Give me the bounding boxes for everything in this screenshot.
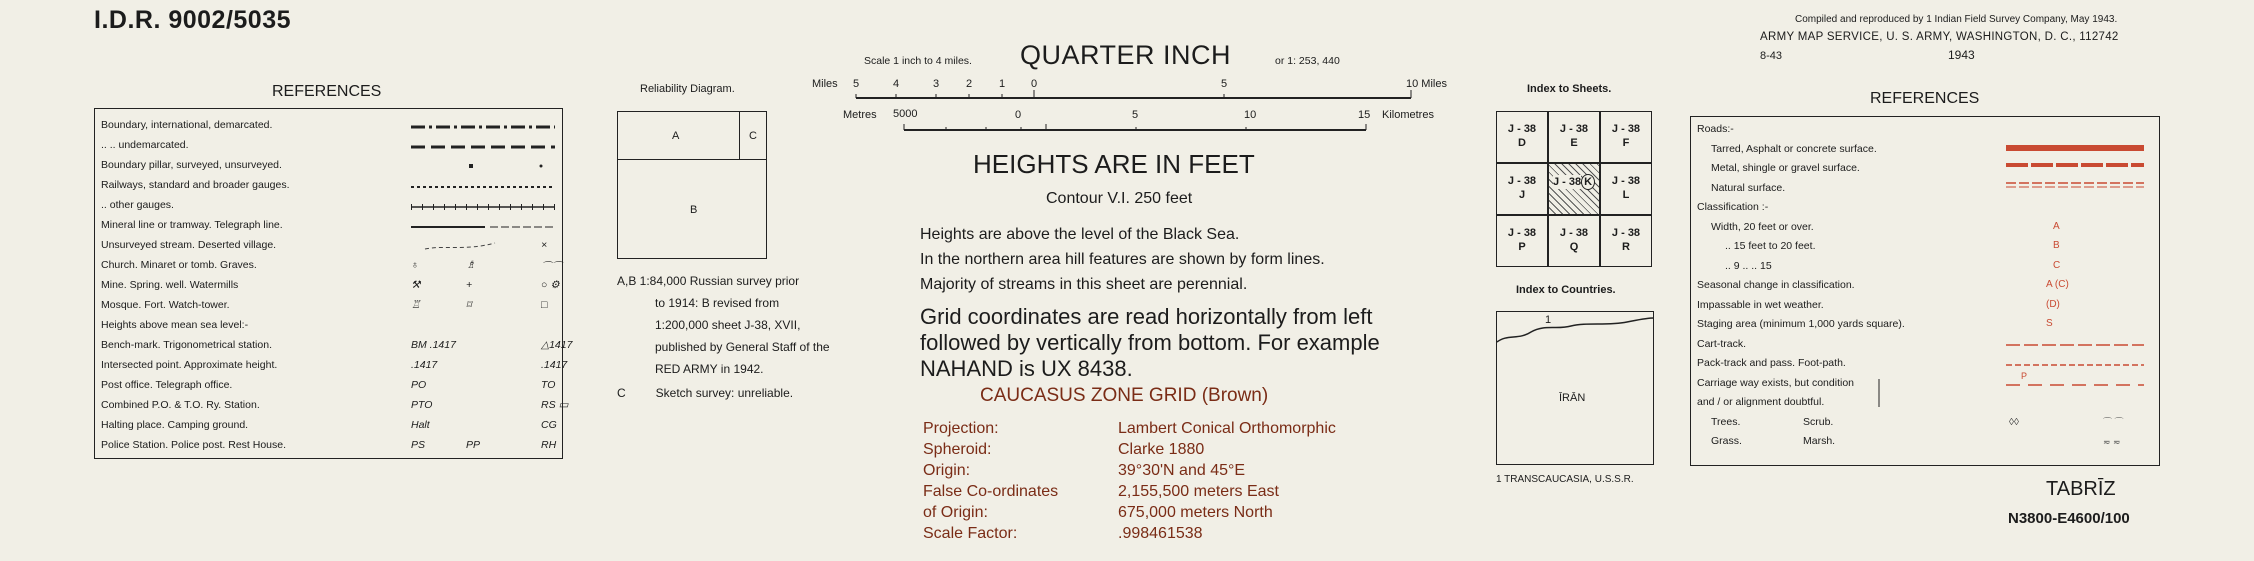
left-ref-symbol: ○ ⚙: [541, 279, 560, 291]
grid-key: False Co-ordinates: [923, 483, 1059, 500]
map-id: I.D.R. 9002/5035: [94, 6, 292, 34]
miles-tick-2: 2: [966, 78, 973, 90]
metres-label: Metres: [843, 109, 877, 121]
heights-line-3: Majority of streams in this sheet are perennial.: [920, 276, 1248, 293]
index-sheet-cell: [1600, 163, 1652, 215]
index-sheets-grid: [1496, 111, 1652, 267]
right-ref-label: Seasonal change in classification.: [1697, 279, 1855, 291]
index-sheet-letter: F: [1622, 137, 1630, 149]
countries-footnote: 1 TRANSCAUCASIA, U.S.S.R.: [1496, 474, 1634, 485]
sheet-code: N3800-E4600/100: [2008, 510, 2130, 527]
index-sheet-cell: [1496, 111, 1548, 163]
left-ref-symbol: Halt: [411, 419, 430, 431]
index-sheet-series: J - 38: [1559, 227, 1589, 239]
reliability-note-5: RED ARMY in 1942.: [655, 362, 764, 376]
index-sheet-series: J - 38: [1552, 176, 1582, 188]
grid-value: 2,155,500 meters East: [1118, 483, 1279, 500]
km-tick-5: 5: [1132, 109, 1139, 121]
reliability-title: Reliability Diagram.: [640, 83, 735, 95]
metres-5000: 5000: [893, 108, 918, 120]
index-sheets-title: Index to Sheets.: [1527, 83, 1612, 95]
date-code: 8-43: [1760, 50, 1783, 62]
left-ref-label: Mine. Spring. well. Watermills: [101, 279, 239, 291]
grid-value: Lambert Conical Orthomorphic: [1118, 420, 1336, 437]
index-sheet-letter: Q: [1569, 241, 1579, 253]
index-sheet-cell: [1600, 215, 1652, 267]
marsh-label: Marsh.: [1803, 435, 1836, 447]
left-ref-symbol: PO: [411, 379, 427, 391]
grid-key: of Origin:: [923, 504, 988, 521]
index-sheet-series: J - 38: [1559, 123, 1589, 135]
right-ref-label: Classification :-: [1697, 201, 1769, 213]
index-sheet-series: J - 38: [1507, 175, 1537, 187]
right-ref-label: Pack-track and pass. Foot-path.: [1697, 357, 1846, 369]
right-ref-label: .. 9 .. .. 15: [1725, 259, 1772, 272]
reliability-note-2: to 1914: B revised from: [655, 296, 780, 310]
right-ref-line-symbols: [1691, 117, 2159, 465]
index-sheet-series: J - 38: [1507, 123, 1537, 135]
grid-key: Projection:: [923, 420, 999, 437]
left-ref-line-symbols: [95, 109, 562, 458]
index-sheet-letter: L: [1622, 189, 1630, 201]
reliability-note-3: 1:200,000 sheet J-38, XVII,: [655, 318, 801, 332]
left-ref-label: Mineral line or tramway. Telegraph line.: [101, 219, 283, 231]
index-sheet-cell: [1548, 215, 1600, 267]
reliability-cell-b: B: [690, 204, 698, 216]
left-ref-label: Boundary, international, demarcated.: [101, 119, 273, 131]
miles-tick-1: 1: [999, 78, 1006, 90]
region-label-1: 1: [1545, 314, 1552, 326]
right-references-title: REFERENCES: [1870, 90, 1980, 107]
left-ref-symbol: CG: [541, 419, 557, 431]
right-ref-label: Roads:-: [1697, 123, 1734, 135]
left-ref-symbol: ⌒⌒: [541, 261, 562, 273]
right-ref-label: Grass.: [1711, 435, 1742, 447]
right-ref-label: Metal, shingle or gravel surface.: [1711, 162, 1860, 174]
reliability-note-1: A,B 1:84,000 Russian survey prior: [617, 274, 800, 288]
left-ref-label: .. other gauges.: [101, 199, 174, 211]
right-ref-class-mark: (D): [2046, 298, 2060, 310]
heights-line-2: In the northern area hill features are shown by form lines.: [920, 251, 1325, 268]
left-ref-label: Intersected point. Approximate height.: [101, 359, 278, 371]
scale-ratio: or 1: 253, 440: [1275, 55, 1340, 67]
grid-key: Spheroid:: [923, 441, 992, 458]
right-ref-label: Trees.: [1711, 415, 1741, 428]
grid-value: 39°30'N and 45°E: [1118, 462, 1246, 479]
left-ref-symbol: PP: [466, 439, 481, 451]
left-ref-label: Combined P.O. & T.O. Ry. Station.: [101, 399, 260, 411]
scale-text: Scale 1 inch to 4 miles.: [864, 55, 972, 67]
right-ref-label: Natural surface.: [1711, 181, 1786, 194]
left-ref-symbol: +: [466, 279, 473, 291]
right-ref-class-mark: A (C): [2046, 279, 2069, 290]
grid-value: Clarke 1880: [1118, 441, 1205, 458]
index-sheet-letter: P: [1518, 241, 1526, 253]
index-sheet-cell: [1548, 163, 1600, 215]
grid-note: [920, 304, 1380, 382]
heights-title: HEIGHTS ARE IN FEET: [973, 149, 1255, 179]
km-tick-10: 10: [1244, 109, 1257, 121]
index-sheet-cell: [1496, 163, 1548, 215]
index-sheet-series: J - 38: [1507, 227, 1537, 239]
right-ref-label: Cart-track.: [1697, 337, 1747, 350]
left-ref-label: Boundary pillar, surveyed, unsurveyed.: [101, 159, 282, 171]
left-ref-symbol: PTO: [411, 399, 433, 411]
index-sheet-cell: [1600, 111, 1652, 163]
reliability-cell-c: C: [749, 130, 757, 142]
index-countries-map: [1496, 311, 1654, 465]
left-ref-symbol: ♁: [411, 259, 419, 271]
sheet-name: TABRĪZ: [2046, 478, 2116, 500]
left-ref-symbol: ⚒: [411, 279, 421, 291]
grid-title: CAUCASUS ZONE GRID (Brown): [980, 385, 1269, 406]
left-ref-symbol: .1417: [411, 359, 438, 371]
svg-text:≂ ≂: ≂ ≂: [2103, 437, 2121, 447]
left-ref-symbol: □: [541, 299, 548, 311]
svg-text:◊◊: ◊◊: [2009, 417, 2019, 428]
miles-tick-5: 5: [853, 78, 860, 90]
left-ref-symbol: ♖: [411, 299, 421, 311]
miles-tick-0: 0: [1031, 78, 1038, 90]
left-ref-symbol: ♗: [466, 259, 476, 271]
right-references-table: [1690, 116, 2160, 466]
left-ref-label: Heights above mean sea level:-: [101, 319, 249, 331]
scale-title: QUARTER INCH: [1020, 40, 1232, 70]
right-ref-class-mark: C: [2053, 259, 2061, 271]
left-ref-symbol: RH: [541, 439, 557, 451]
index-sheet-letter: D: [1518, 137, 1526, 149]
left-references-title: REFERENCES: [272, 83, 382, 100]
index-sheet-series: J - 38: [1611, 175, 1641, 187]
left-ref-symbol: TO: [541, 379, 556, 391]
right-ref-label: Width, 20 feet or over.: [1711, 220, 1814, 233]
heights-line-1: Heights are above the level of the Black Sea.: [920, 226, 1240, 243]
left-ref-label: Church. Minaret or tomb. Graves.: [101, 259, 257, 271]
right-ref-label: Tarred, Asphalt or concrete surface.: [1711, 142, 1877, 155]
left-ref-label: Bench-mark. Trigonometrical station.: [101, 339, 272, 351]
reliability-notes: [617, 270, 830, 404]
left-ref-label: Railways, standard and broader gauges.: [101, 179, 290, 191]
grid-note-1: Grid coordinates are read horizontally from left: [920, 304, 1373, 329]
index-sheet-letter: K: [1581, 174, 1595, 190]
right-ref-label: Staging area (minimum 1,000 yards square).: [1697, 318, 1905, 330]
country-iran: ĪRĀN: [1559, 392, 1586, 404]
svg-text:⌒ ⌒: ⌒ ⌒: [2103, 417, 2124, 427]
left-ref-label: Unsurveyed stream. Deserted village.: [101, 239, 277, 251]
reliability-cell-a: A: [672, 130, 680, 142]
left-ref-symbol: RS ▭: [541, 399, 569, 411]
reliability-note-c: Sketch survey: unreliable.: [655, 386, 794, 400]
reliability-note-c-key: C: [617, 386, 626, 400]
right-ref-label: and / or alignment doubtful.: [1697, 396, 1825, 408]
pass-mark: P: [2021, 370, 2028, 381]
contour-note: Contour V.I. 250 feet: [1046, 190, 1193, 207]
reliability-note-4: published by General Staff of the: [655, 340, 830, 354]
left-references-table: [94, 108, 573, 459]
left-ref-symbol: ⌑: [466, 299, 472, 311]
grid-key: Scale Factor:: [923, 525, 1018, 542]
index-sheet-series: J - 38: [1611, 227, 1641, 239]
left-ref-symbol: ×: [541, 239, 548, 251]
heights-notes: [920, 222, 1325, 297]
compiled-note: Compiled and reproduced by 1 Indian Field Survey Company, May 1943.: [1795, 14, 2118, 25]
right-ref-class-mark: A: [2053, 220, 2060, 232]
right-ref-label: Carriage way exists, but condition: [1697, 376, 1854, 389]
miles-tick-3: 3: [933, 78, 940, 90]
miles-label: Miles: [812, 78, 838, 90]
left-ref-label: Mosque. Fort. Watch-tower.: [101, 299, 230, 311]
grid-value: .998461538: [1118, 525, 1203, 542]
index-sheet-series: J - 38: [1611, 123, 1641, 135]
km-tick-0: 0: [1015, 109, 1022, 121]
left-ref-label: Police Station. Police post. Rest House.: [101, 439, 287, 451]
right-ref-label: .. 15 feet to 20 feet.: [1725, 240, 1816, 252]
miles-tick-10: 10 Miles: [1406, 78, 1447, 90]
print-year: 1943: [1948, 48, 1975, 62]
km-tick-15: 15: [1358, 109, 1371, 121]
index-sheet-cell: [1548, 111, 1600, 163]
index-sheet-letter: E: [1570, 137, 1578, 149]
right-ref-class-mark: S: [2046, 318, 2053, 329]
index-sheet-cell: [1496, 215, 1548, 267]
grid-note-3: NAHAND is UX 8438.: [920, 356, 1133, 381]
left-ref-symbol: .1417: [541, 359, 568, 371]
army-map-service: ARMY MAP SERVICE, U. S. ARMY, WASHINGTON, D. C., 112742: [1760, 31, 2119, 43]
grid-note-2: followed by vertically from bottom. For example: [920, 330, 1380, 355]
left-ref-symbol: △1417: [541, 339, 573, 351]
left-ref-symbol: BM .1417: [411, 339, 456, 351]
left-ref-label: Post office. Telegraph office.: [101, 379, 233, 391]
miles-tick-5r: 5: [1221, 78, 1228, 90]
grid-value: 675,000 meters North: [1118, 504, 1273, 521]
grid-key: Origin:: [923, 462, 971, 479]
index-countries-title: Index to Countries.: [1516, 284, 1616, 296]
left-ref-label: .. .. undemarcated.: [101, 139, 189, 151]
right-ref-class-mark: B: [2053, 240, 2060, 251]
border-line: [1497, 312, 1653, 372]
index-sheet-letter: R: [1622, 241, 1630, 253]
miles-tick-4: 4: [893, 78, 900, 90]
km-label: Kilometres: [1382, 109, 1434, 121]
left-ref-label: Halting place. Camping ground.: [101, 419, 249, 431]
right-ref-label: Impassable in wet weather.: [1697, 298, 1824, 311]
scrub-label: Scrub.: [1803, 415, 1834, 428]
reliability-diagram: [617, 111, 767, 259]
left-ref-symbol: PS: [411, 439, 426, 451]
scale-bar: [806, 72, 1446, 134]
index-sheet-letter: J: [1518, 189, 1526, 201]
